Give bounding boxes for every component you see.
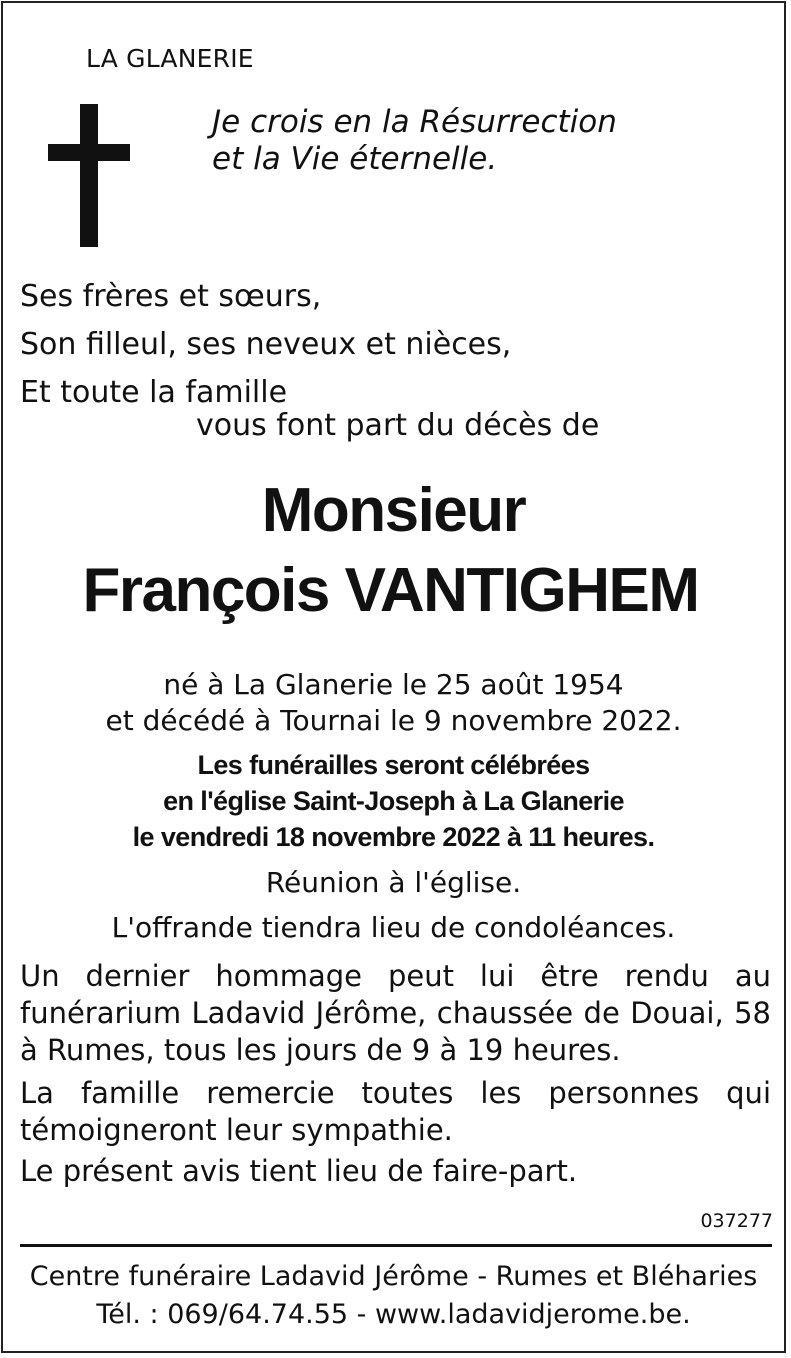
quote-line-1: Je crois en la Résurrection	[212, 104, 617, 140]
religious-quote	[212, 104, 617, 178]
family-line-1: Ses frères et sœurs,	[20, 279, 322, 314]
offrande-text: L'offrande tiendra lieu de condoléances.	[111, 911, 676, 944]
dates-block	[0, 667, 787, 739]
funeral-line-1: Les funérailles seront célébrées	[197, 750, 590, 780]
deceased-title: Monsieur	[261, 476, 526, 545]
reference-number: 037277	[700, 1210, 773, 1232]
footer-company: Centre funéraire Ladavid Jérôme - Rumes et Bléharies	[29, 1261, 758, 1292]
footer-contact: Tél. : 069/64.74.55 - www.ladavidjerome.be.	[96, 1299, 691, 1330]
cross-icon	[80, 104, 98, 247]
deceased-name: François VANTIGHEM	[82, 556, 699, 625]
funeral-line-3: le vendredi 18 novembre 2022 à 11 heures.	[132, 822, 655, 852]
reunion-text: Réunion à l'église.	[265, 866, 522, 899]
footer-divider	[20, 1244, 772, 1247]
family-line-2: Son filleul, ses neveux et nièces,	[20, 327, 512, 362]
tribute-paragraph: Un dernier hommage peut lui être rendu au funérarium Ladavid Jérôme, chaussée de Douai, 58 à Rumes, tous les jours de 9 à 19 heures.	[20, 959, 771, 1067]
funeral-details	[0, 747, 787, 855]
thanks-paragraph: La famille remercie toutes les personnes qui témoigneront leur sympathie.	[20, 1076, 771, 1147]
funeral-line-2: en l'église Saint-Joseph à La Glanerie	[163, 786, 624, 816]
family-line-3: Et toute la famille	[20, 375, 288, 410]
family-list	[20, 273, 511, 417]
death-line: et décédé à Tournai le 9 novembre 2022.	[105, 704, 682, 737]
announcement-text: vous font part du décès de	[196, 408, 600, 443]
location-heading: LA GLANERIE	[86, 44, 254, 73]
birth-line: né à La Glanerie le 25 août 1954	[163, 668, 624, 701]
cross-icon-bar	[48, 144, 130, 161]
notice-statement: Le présent avis tient lieu de faire-part.	[20, 1154, 578, 1188]
footer	[0, 1258, 787, 1334]
quote-line-2: et la Vie éternelle.	[212, 141, 498, 177]
